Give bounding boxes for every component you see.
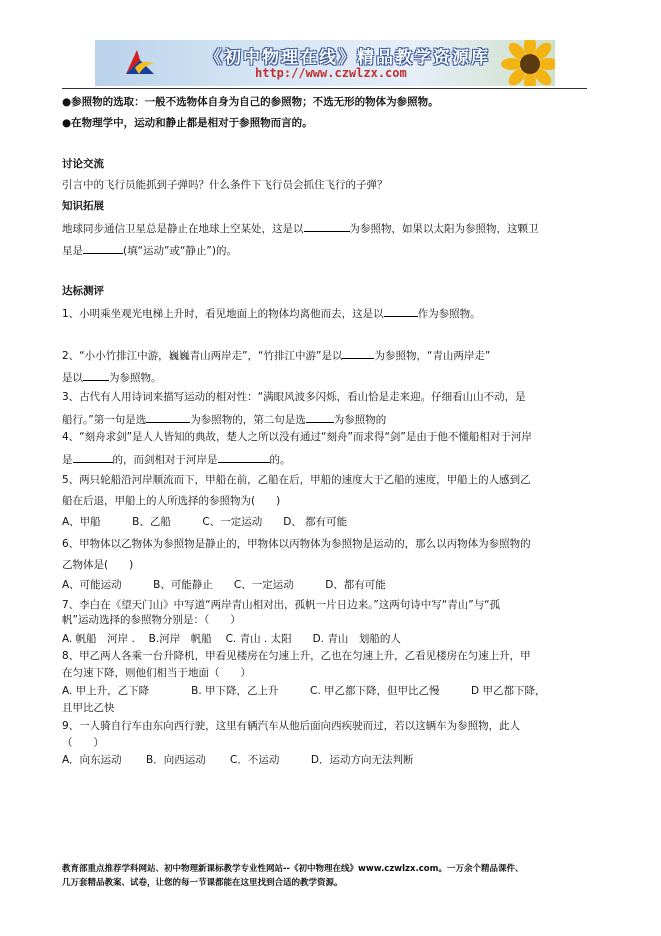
question-7: 7、李白在《望天门山》中写道“两岸青山相对出，孤帆一片日边来。”这两句诗中写“青山”与“孤 — [62, 599, 501, 611]
sunflower-icon — [500, 40, 555, 86]
question-6: 6、甲物体以乙物体为参照物是静止的，甲物体以丙物体为参照物是运动的，那么以丙物体为参照物的 — [62, 538, 531, 550]
text-line: ●在物理学中，运动和静止都是相对于参照物而言的。 — [62, 117, 313, 129]
answer-blank[interactable] — [342, 347, 374, 359]
answer-blank[interactable] — [146, 411, 190, 423]
question-9: 9、一人骑自行车由东向西行驶，这里有辆汽车从他后面向西疾驶而过，若以这辆车为参照物，此人 — [62, 720, 521, 732]
site-logo-icon — [123, 46, 157, 80]
text-line: 是 的，而剑相对于河岸是 的。 — [62, 451, 291, 467]
answer-options: A．向东运动 B．向西运动 C．不运动 D．运动方向无法判断 — [62, 754, 414, 766]
text-line: 乙物体是( ) — [62, 559, 134, 571]
answer-options: A、甲船 B、乙船 C、一定运动 D、 都有可能 — [62, 516, 348, 528]
answer-options: A. 帆船 河岸 . B.河岸 帆船 C. 青山 . 太阳 D. 青山 划船的人 — [62, 633, 401, 645]
question-4: 4、“刻舟求剑”是人人皆知的典故，楚人之所以没有通过“刻舟”而求得“剑”是由于他不懂船相对于河岸 — [62, 431, 532, 443]
text-line: 且甲比乙快 — [62, 702, 115, 714]
text-line: 船行。”第一句是选 为参照物的，第二句是选 为参照物的 — [62, 411, 386, 427]
answer-options: A、可能运动 B、可能静止 C、一定运动 D、都有可能 — [62, 579, 386, 591]
section-heading: 达标测评 — [62, 285, 104, 297]
text-line: 在匀速下降，则他们相当于地面（ ） — [62, 667, 251, 679]
question-8: 8、甲乙两人各乘一台升降机，甲看见楼房在匀速上升，乙也在匀速上升，乙看见楼房在匀速上升，甲 — [62, 650, 531, 662]
page-footer — [62, 862, 602, 890]
footer-line: 教育部重点推荐学科网站、初中物理新课标教学专业性网站--《初中物理在线》www.czwlzx.com。一万余个精品课件、 — [62, 864, 524, 874]
text-line: 是以 为参照物。 — [62, 369, 162, 385]
answer-blank[interactable] — [304, 220, 350, 232]
question-1: 1、小明乘坐观光电梯上升时，看见地面上的物体均离他而去，这是以 作为参照物。 — [62, 305, 481, 321]
question-2: 2、“小小竹排江中游，巍巍青山两岸走”，“竹排江中游”是以 为参照物，“青山两岸走” — [62, 347, 490, 363]
text-line: ●参照物的选取：一般不选物体自身为自己的参照物；不选无形的物体为参照物。 — [62, 96, 439, 108]
answer-blank[interactable] — [83, 242, 123, 254]
section-heading: 讨论交流 — [62, 158, 104, 170]
answer-blank[interactable] — [73, 451, 113, 463]
header-rule — [62, 88, 587, 89]
answer-blank[interactable] — [384, 305, 418, 317]
answer-blank[interactable] — [306, 411, 334, 423]
question-3: 3、古代有人用诗词来描写运动的相对性：“满眼风波多闪烁，看山恰是走来迎。仔细看山山不动，是 — [62, 391, 526, 403]
section-heading: 知识拓展 — [62, 200, 104, 212]
text-line: 星是 (填“运动”或“静止”)的。 — [62, 242, 237, 258]
answer-blank[interactable] — [83, 369, 109, 381]
answer-blank[interactable] — [218, 451, 270, 463]
text-line: 引言中的飞行员能抓到子弹吗？什么条件下飞行员会抓住飞行的子弹？ — [62, 179, 388, 191]
text-line: 地球同步通信卫星总是静止在地球上空某处，这是以 为参照物，如果以太阳为参照物，这颗卫 — [62, 220, 539, 236]
answer-options: A. 甲上升，乙下降 B. 甲下降，乙上升 C. 甲乙都下降，但甲比乙慢 D 甲乙都下降， — [62, 685, 546, 697]
text-line: 船在后退，甲船上的人所选择的参照物为( ) — [62, 495, 281, 507]
banner-title: 《初中物理在线》精品教学资源库 — [205, 48, 490, 68]
text-line: 帆”运动选择的参照物分别是：（ ） — [62, 614, 241, 626]
footer-line: 几万套精品教案、试卷，让您的每一节课都能在这里找到合适的教学资源。 — [62, 878, 343, 888]
header-banner — [95, 40, 555, 86]
banner-url[interactable]: http://www.czwlzx.com — [255, 66, 407, 80]
text-line: （ ） — [62, 737, 104, 749]
question-5: 5、两只轮船沿河岸顺流而下，甲船在前，乙船在后，甲船的速度大于乙船的速度，甲船上的人感到乙 — [62, 474, 531, 486]
